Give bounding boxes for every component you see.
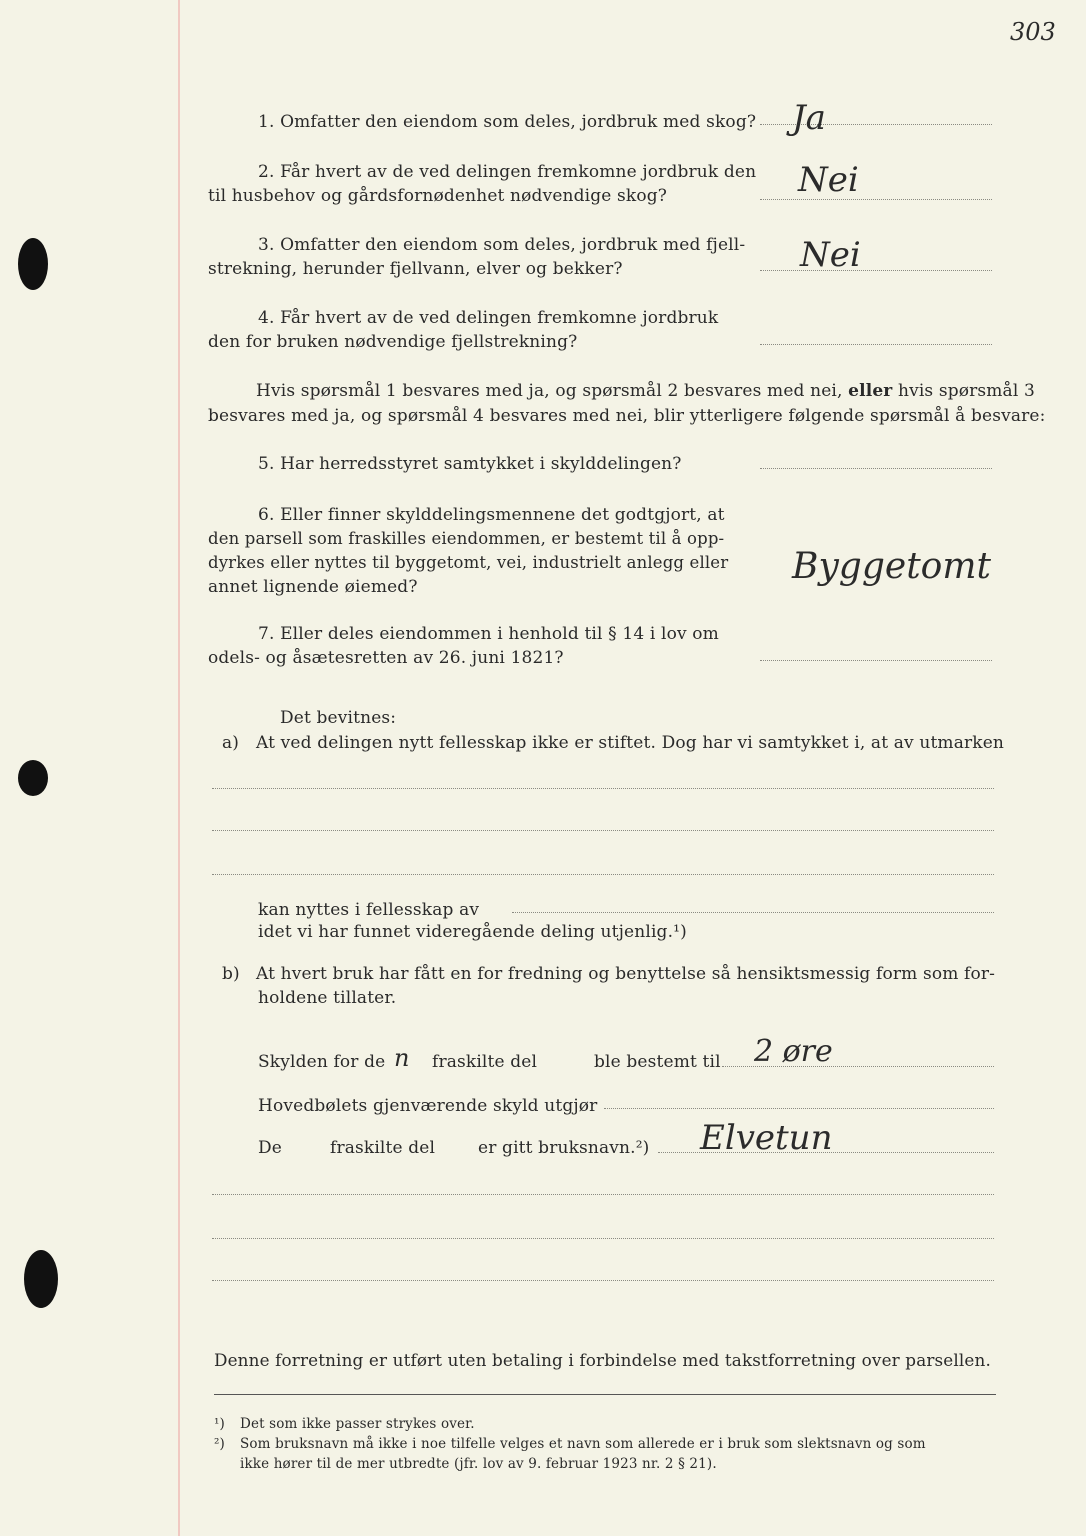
- question-7-line-2: odels- og åsætesretten av 26. juni 1821?: [208, 648, 564, 668]
- answer-6: Byggetomt: [792, 546, 991, 587]
- answer-line-3: [760, 270, 992, 271]
- footnote-2-line-2: ikke hører til de mer utbredte (jfr. lov av 9. februar 1923 nr. 2 § 21).: [240, 1456, 717, 1472]
- bruksnavn-extra-line-3: [212, 1280, 994, 1281]
- footnote-rule: [214, 1394, 996, 1395]
- question-3-line-1: 3. Omfatter den eiendom som deles, jordbruk med fjell-: [258, 235, 746, 255]
- skyld-handwritten-suffix: n: [394, 1044, 410, 1072]
- skyld-label-3: ble bestemt til: [594, 1052, 721, 1072]
- footnote-1-text: Det som ikke passer strykes over.: [240, 1416, 475, 1432]
- skyld-label-2: fraskilte del: [432, 1052, 538, 1072]
- margin-line: [178, 0, 180, 1536]
- answer-line-5: [760, 468, 992, 469]
- utmark-line-2: [212, 830, 994, 831]
- answer-2: Nei: [798, 160, 859, 200]
- footnote-1-mark: ¹): [214, 1416, 225, 1432]
- question-6-line-4: annet lignende øiemed?: [208, 577, 418, 597]
- question-4-line-1: 4. Får hvert av de ved delingen fremkomne jordbruk: [258, 308, 719, 328]
- hoved-label: Hovedbølets gjenværende skyld utgjør: [258, 1096, 598, 1116]
- attest-b-label: b): [222, 964, 240, 984]
- question-3-line-2: strekning, herunder fjellvann, elver og bekker?: [208, 259, 623, 279]
- attest-b-line-1: At hvert bruk har fått en for fredning og benyttelse så hensiktsmessig form som for-: [256, 964, 996, 984]
- de-label: De: [258, 1138, 282, 1158]
- utmark-line-1: [212, 788, 994, 789]
- fellesskap-line: [512, 912, 994, 913]
- fellesskap-line-2: idet vi har funnet videregående deling utjenlig.¹): [258, 922, 687, 942]
- binder-hole-2: [18, 760, 48, 796]
- fellesskap-label: kan nyttes i fellesskap av: [258, 900, 480, 920]
- bruksnavn-extra-line-1: [212, 1194, 994, 1195]
- answer-line-2: [760, 199, 992, 200]
- utmark-line-3: [212, 874, 994, 875]
- closing-statement: Denne forretning er utført uten betaling i forbindelse med takstforretning over parsellen.: [214, 1350, 991, 1370]
- fraskilte-label: fraskilte del: [330, 1138, 436, 1158]
- answer-1: Ja: [792, 98, 826, 138]
- question-6-line-2: den parsell som fraskilles eiendommen, er bestemt til å opp-: [208, 529, 725, 548]
- skyld-label-1: Skylden for de: [258, 1052, 386, 1072]
- binder-hole-3: [24, 1250, 58, 1308]
- question-4-line-2: den for bruken nødvendige fjellstrekning?: [208, 332, 578, 352]
- answer-3: Nei: [800, 235, 861, 275]
- bruksnavn-extra-line-2: [212, 1238, 994, 1239]
- question-5-line-1: 5. Har herredsstyret samtykket i skylddelingen?: [258, 454, 682, 474]
- question-6-line-1: 6. Eller finner skylddelingsmennene det godtgjort, at: [258, 505, 725, 525]
- attest-b-line-2: holdene tillater.: [258, 988, 397, 1008]
- binder-hole-1: [18, 238, 48, 290]
- question-7-line-1: 7. Eller deles eiendommen i henhold til § 14 i lov om: [258, 624, 719, 644]
- skyld-value: 2 øre: [754, 1034, 833, 1069]
- question-2-line-1: 2. Får hvert av de ved delingen fremkomne jordbruk den: [258, 162, 757, 182]
- answer-line-4: [760, 344, 992, 345]
- question-6-line-3: dyrkes eller nyttes til byggetomt, vei, industrielt anlegg eller: [208, 553, 729, 572]
- attest-heading: Det bevitnes:: [280, 708, 397, 728]
- attest-a-label: a): [222, 733, 240, 753]
- condition-line-1: Hvis spørsmål 1 besvares med ja, og spørsmål 2 besvares med nei, eller hvis spørsmål 3: [256, 381, 1035, 401]
- answer-line-7: [760, 660, 992, 661]
- footnote-2-mark: ²): [214, 1436, 225, 1452]
- bruksnavn-label: er gitt bruksnavn.²): [478, 1138, 650, 1158]
- page-number: 303: [1010, 18, 1056, 46]
- hoved-line: [604, 1108, 994, 1109]
- bruksnavn-value: Elvetun: [700, 1118, 833, 1158]
- attest-a-text: At ved delingen nytt fellesskap ikke er stiftet. Dog har vi samtykket i, at av utmarken: [256, 733, 1005, 753]
- question-2-line-2: til husbehov og gårdsfornødenhet nødvendige skog?: [208, 186, 668, 206]
- question-1-line-1: 1. Omfatter den eiendom som deles, jordbruk med skog?: [258, 112, 757, 132]
- footnote-2-line-1: Som bruksnavn må ikke i noe tilfelle velges et navn som allerede er i bruk som slektsnavn og som: [240, 1436, 926, 1452]
- condition-line-2: besvares med ja, og spørsmål 4 besvares med nei, blir ytterligere følgende spørsmål å besvare:: [208, 406, 1046, 426]
